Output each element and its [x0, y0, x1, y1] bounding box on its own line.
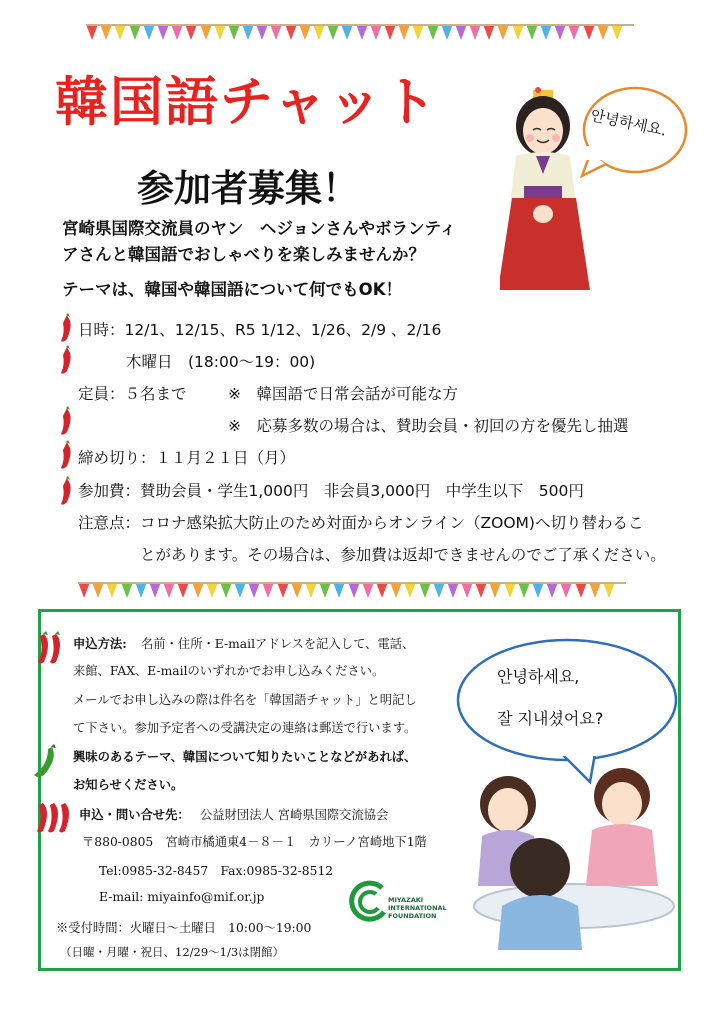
- interest-line-2: お知らせください。: [73, 777, 184, 792]
- bunting-middle: [78, 582, 626, 602]
- bunting-flag: [262, 582, 274, 598]
- bunting-flag: [341, 24, 353, 40]
- green-chili-icon: [32, 744, 60, 780]
- foundation-logo-icon: [348, 880, 388, 922]
- bunting-flag: [220, 582, 232, 598]
- deadline: 締め切り：１１月２１日（月）: [78, 449, 296, 467]
- speech-bubble-top-text: 안녕하세요.: [588, 106, 669, 140]
- event-dates: 日時：12/1、12/15、R5 1/12、1/26、2/9 、2/16: [78, 321, 442, 339]
- bunting-flag: [192, 582, 204, 598]
- bunting-flag: [214, 24, 226, 40]
- closed-days: （日曜・月曜・祝日、12/29～1/3は閉館）: [60, 945, 285, 959]
- bunting-flag: [185, 24, 197, 40]
- bunting-flag: [384, 24, 396, 40]
- bunting-flag: [427, 24, 439, 40]
- method-label: 申込方法:: [73, 636, 127, 651]
- bunting-flag: [390, 582, 402, 598]
- logo-text-2: INTERNATIONAL: [388, 904, 447, 912]
- bunting-flag: [319, 582, 331, 598]
- bunting-flag: [554, 24, 566, 40]
- bubble-line-2: 잘 지내셨어요?: [497, 709, 604, 728]
- tel-fax: Tel:0985-32-8457 Fax:0985-32-8512: [99, 864, 334, 878]
- bunting-flag: [106, 582, 118, 598]
- bunting-flag: [489, 582, 501, 598]
- bunting-flag: [242, 24, 254, 40]
- method-line-2: 来館、FAX、E-mailのいずれかでお申し込みください。: [73, 664, 385, 678]
- email: E-mail: miyainfo@mif.or.jp: [99, 890, 265, 904]
- bunting-flag: [177, 582, 189, 598]
- interest-line-1: 興味のあるテーマ、韓国について知りたいことなどがあれば、: [73, 749, 417, 764]
- event-time: 木曜日 (18:00～19：00): [126, 353, 316, 371]
- contact-label: 申込・問い合せ先：: [79, 807, 190, 822]
- bunting-flag: [285, 24, 297, 40]
- chili-icon: [58, 406, 74, 436]
- bunting-flag: [327, 24, 339, 40]
- bunting-flag: [270, 24, 282, 40]
- bunting-flag: [92, 582, 104, 598]
- bunting-flag: [447, 582, 459, 598]
- bunting-flag: [313, 24, 325, 40]
- bunting-flag: [475, 582, 487, 598]
- bunting-flag: [597, 24, 609, 40]
- fee: 参加費：賛助会員・学生1,000円 非会員3,000円 中学生以下 500円: [78, 482, 584, 500]
- intro-line-3: テーマは、韓国や韓国語について何でもOK！: [62, 280, 402, 299]
- bunting-flag: [248, 582, 260, 598]
- bunting-flag: [256, 24, 268, 40]
- bunting-flag: [583, 24, 595, 40]
- bunting-flag: [206, 582, 218, 598]
- bunting-flag: [376, 582, 388, 598]
- bunting-flag: [163, 582, 175, 598]
- method-line-1: 名前・住所・E-mailアドレスを記入して、電話、: [141, 637, 415, 651]
- bunting-flag: [603, 582, 615, 598]
- chili-icon: [58, 440, 74, 470]
- bunting-flag: [135, 582, 147, 598]
- bunting-flag: [356, 24, 368, 40]
- bunting-flag: [157, 24, 169, 40]
- contact-org: 公益財団法人 宮崎県国際交流協会: [200, 808, 389, 822]
- bunting-flag: [305, 582, 317, 598]
- bunting-flag: [575, 582, 587, 598]
- bunting-flag: [277, 582, 289, 598]
- bunting-flag: [121, 582, 133, 598]
- bunting-flag: [611, 24, 623, 40]
- bunting-flag: [200, 24, 212, 40]
- bunting-flag: [512, 24, 524, 40]
- logo-text-3: FOUNDATION: [388, 912, 437, 920]
- chili-icon: [58, 345, 74, 375]
- bunting-flag: [419, 582, 431, 598]
- bunting-flag: [461, 582, 473, 598]
- bunting-flag: [362, 582, 374, 598]
- bunting-flag: [532, 582, 544, 598]
- office-hours: ※受付時間：火曜日～土曜日 10:00～19:00: [56, 921, 312, 935]
- bunting-flag: [526, 24, 538, 40]
- bunting-flag: [469, 24, 481, 40]
- bunting-flag: [560, 582, 572, 598]
- capacity: 定員：５名まで: [78, 385, 187, 403]
- bunting-top: [86, 24, 634, 44]
- bunting-flag: [100, 24, 112, 40]
- bunting-flag: [518, 582, 530, 598]
- bunting-flag: [568, 24, 580, 40]
- bunting-flag: [86, 24, 98, 40]
- intro-line-2: アさんと韓国語でおしゃべりを楽しみませんか？: [62, 245, 425, 264]
- bunting-flag: [433, 582, 445, 598]
- double-chili-icon: [36, 631, 68, 667]
- chili-icon: [58, 313, 74, 343]
- intro-line-1: 宮崎県国際交流員のヤン ヘジョンさんやボランティ: [62, 219, 457, 238]
- bunting-flag: [370, 24, 382, 40]
- bunting-flag: [441, 24, 453, 40]
- bunting-flag: [234, 582, 246, 598]
- bubble-line-1: 안녕하세요,: [497, 667, 580, 686]
- bunting-flag: [497, 24, 509, 40]
- bunting-flag: [228, 24, 240, 40]
- capacity-note-1: ※ 韓国語で日常会話が可能な方: [228, 385, 458, 403]
- bunting-flag: [455, 24, 467, 40]
- bunting-flag: [129, 24, 141, 40]
- method-line-3: メールでお申し込みの際は件名を「韓国語チャット」と明記し: [73, 693, 417, 707]
- page-title: 韓国語チャット: [55, 72, 439, 133]
- people-table-illustration: [468, 756, 678, 956]
- method-line-4: て下さい。参加予定者への受講決定の連絡は郵送で行います。: [73, 721, 417, 735]
- bunting-flag: [299, 24, 311, 40]
- bunting-flag: [404, 582, 416, 598]
- address: 〒880-0805 宮崎市橘通東4－８－１ カリーノ宮崎地下1階: [82, 835, 427, 849]
- bunting-flag: [348, 582, 360, 598]
- triple-chili-icon: [36, 800, 76, 836]
- capacity-note-2: ※ 応募多数の場合は、賛助会員・初回の方を優先し抽選: [228, 417, 629, 435]
- bunting-flag: [171, 24, 183, 40]
- chili-icon: [58, 476, 74, 506]
- bunting-flag: [114, 24, 126, 40]
- bunting-flag: [149, 582, 161, 598]
- bunting-flag: [540, 24, 552, 40]
- bunting-flag: [78, 582, 90, 598]
- bunting-flag: [589, 582, 601, 598]
- bunting-flag: [333, 582, 345, 598]
- bunting-flag: [291, 582, 303, 598]
- bunting-flag: [504, 582, 516, 598]
- bunting-flag: [483, 24, 495, 40]
- bunting-flag: [143, 24, 155, 40]
- caution-line-1: 注意点：コロナ感染拡大防止のため対面からオンライン（ZOOM)へ切り替わるこ: [78, 514, 644, 532]
- bunting-flag: [398, 24, 410, 40]
- bunting-flag: [546, 582, 558, 598]
- caution-line-2: とがあります。その場合は、参加費は返却できませんのでご了承ください。: [140, 546, 666, 564]
- logo-text-1: MIYAZAKI: [388, 896, 424, 904]
- bunting-flag: [412, 24, 424, 40]
- subtitle: 参加者募集！: [137, 167, 359, 210]
